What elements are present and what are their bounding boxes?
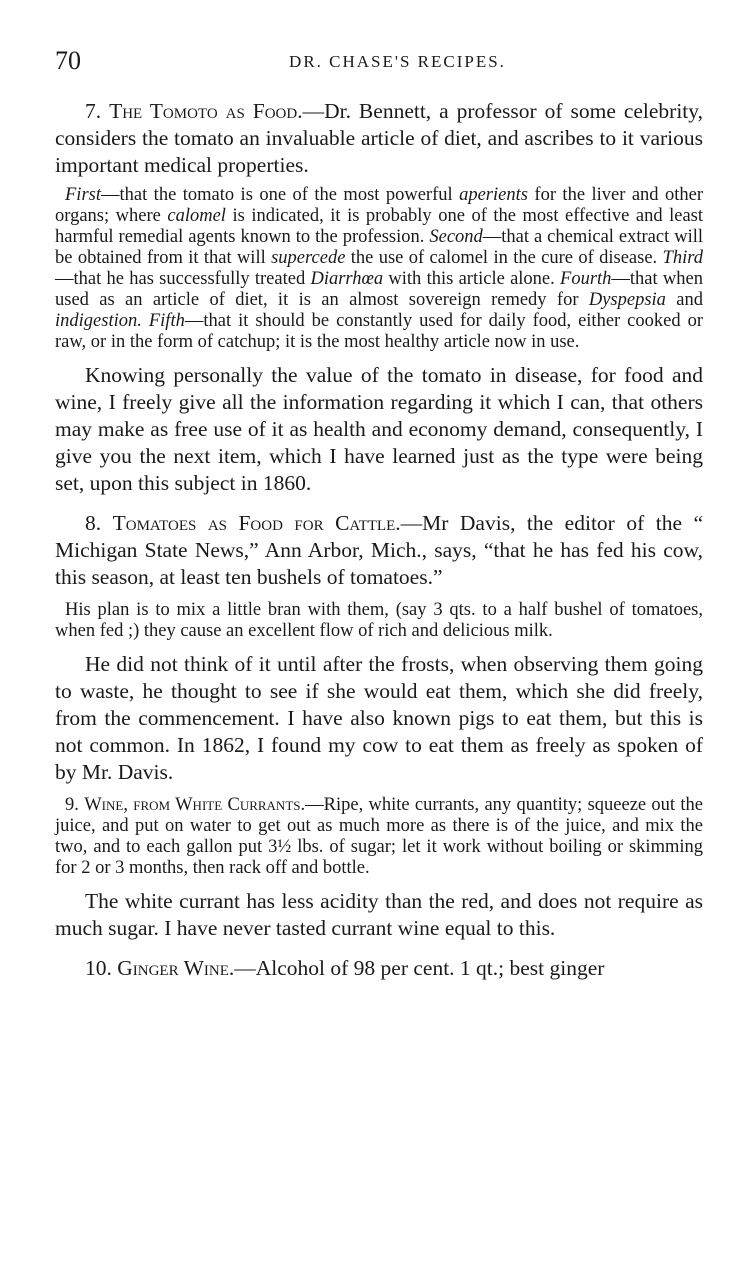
page-header [55, 46, 700, 78]
page-number: 70 [55, 46, 81, 75]
recipe-7-title: The Tomoto as Food. [109, 99, 303, 123]
recipe-7-note-paragraph: Knowing personally the value of the tomato in disease, for food and wine, I freely give all the information regarding it which I can, that others may make as free use of it as health and economy demand, consequently, I give you the next item, which I have learned just as the type were being set, upon this subject in 1860. [55, 363, 703, 495]
recipe-10-paragraph [55, 955, 703, 982]
supercede-term: supercede [271, 248, 346, 268]
recipe-7-number: 7. [85, 99, 102, 123]
recipe-8-intro: —Mr Davis, the editor of the “ Michigan State News,” Ann Arbor, Mich., says, “that he has fed his cow, this season, at least ten bushels of tomatoes.” [55, 511, 704, 589]
first-label: First [65, 185, 101, 205]
first-text-c: is indicated, it is probably one of the most effective and least harmful remedial agents known to the profession. [55, 206, 704, 247]
second-label: Second [429, 227, 483, 247]
recipe-8-note-paragraph: He did not think of it until after the frosts, when observing them going to waste, he thought to see if she would eat them, which she did freely, from the commencement. I have also known pigs to eat them, but this is not common. In 1862, I found my cow to eat them as freely as spoken of by Mr. Davis. [55, 652, 703, 784]
third-text-b: with this article alone. [383, 269, 561, 289]
recipe-9-note-paragraph: The white currant has less acidity than the red, and does not require as much sugar. I have never tasted currant wine equal to this. [55, 889, 703, 940]
recipe-10-body: —Alcohol of 98 per cent. 1 qt.; best ginger [234, 956, 605, 980]
recipe-7-heading-paragraph [55, 98, 703, 179]
aperients-term: aperients [459, 185, 528, 205]
indigestion-term: indigestion. [55, 311, 142, 331]
recipe-9-body: —Ripe, white currants, any quantity; squeeze out the juice, and put on water to get out as much more as there is of the juice, and mix the two, and to each gallon put 3½ lbs. of sugar; let it work without boiling or skimming for 2 or 3 months, then rack off and bottle. [55, 795, 703, 878]
third-text: —that he has successfully treated [55, 269, 311, 289]
recipe-8-heading-paragraph [55, 510, 703, 591]
recipe-9-number: 9. [65, 795, 79, 815]
calomel-term: calomel [167, 206, 226, 226]
fifth-text: —that it should be constantly used for daily food, either cooked or raw, or in the form of catchup; it is the most healthy article now in use. [55, 311, 704, 352]
recipe-10-title: Ginger Wine. [117, 956, 235, 980]
fourth-text-b: and [665, 290, 703, 310]
running-head: DR. CHASE'S RECIPES. [289, 52, 506, 71]
second-text: —that a chemical extract will be obtained from it that will [55, 227, 703, 268]
third-label: Third [662, 248, 703, 268]
recipe-8-title: Tomatoes as Food for Cattle. [112, 511, 401, 535]
recipe-7-intro: —Dr. Bennett, a professor of some celebrity, considers the tomato an invaluable article of diet, and ascribes to it various important medical properties. [55, 99, 704, 177]
recipe-10-number: 10. [85, 956, 112, 980]
recipe-9-title: Wine, from White Currants. [84, 795, 306, 815]
recipe-7-properties-paragraph [55, 185, 703, 353]
fourth-text-c [142, 311, 149, 331]
fourth-label: Fourth [560, 269, 612, 289]
recipe-9-paragraph [55, 795, 703, 879]
fourth-text: —that when used as an article of diet, it is an almost sovereign remedy for [55, 269, 704, 310]
first-text: —that the tomato is one of the most powerful [100, 185, 460, 205]
recipe-8-plan-paragraph: His plan is to mix a little bran with them, (say 3 qts. to a half bushel of tomatoes, when fed ;) they cause an excellent flow of rich and delicious milk. [55, 600, 703, 641]
page-body [55, 98, 703, 982]
recipe-8-number: 8. [85, 511, 102, 535]
first-text-b: for the liver and other organs; where [55, 185, 704, 226]
diarrhoea-term: Diarrhœa [310, 269, 384, 289]
fifth-label: Fifth [148, 311, 185, 331]
dyspepsia-term: Dyspepsia [588, 290, 666, 310]
second-text-b: the use of calomel in the cure of disease. [345, 248, 663, 268]
